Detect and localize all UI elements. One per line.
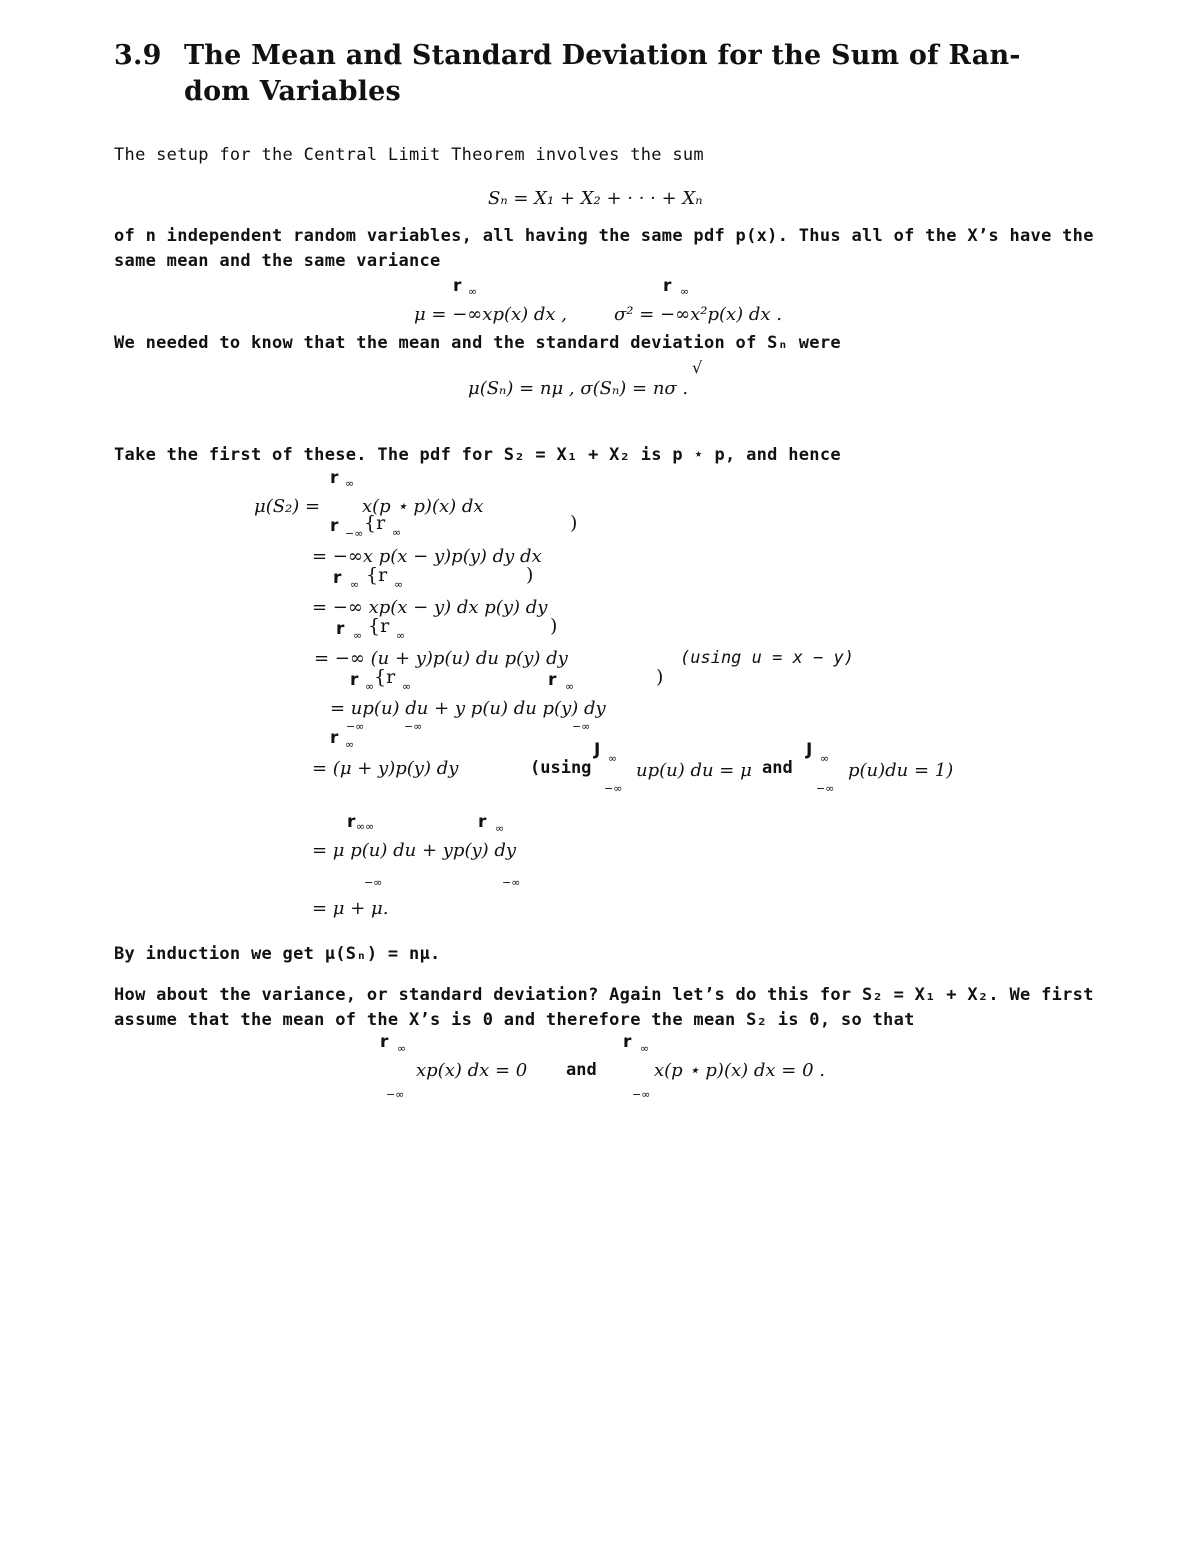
integral-lower-limit: −∞: [816, 782, 835, 795]
integral-sign: r: [330, 516, 339, 536]
derivation-line-4: = −∞ (u + y)p(u) du p(y) dy: [314, 648, 568, 669]
integral-sign: r: [333, 568, 342, 588]
brace-close: ): [656, 666, 664, 688]
integral-lower-limit: −∞: [632, 1088, 651, 1101]
integral-lower-limit: −∞: [572, 720, 591, 733]
integral-lower-limit: −∞: [386, 1088, 405, 1101]
integral-sign: r: [350, 670, 359, 690]
integral-upper-limit: ∞∞: [356, 820, 375, 833]
integral-sign: r: [330, 728, 339, 748]
derivation-line-3: = −∞ xp(x − y) dx p(y) dy: [312, 597, 548, 618]
brace-close: ): [550, 615, 558, 637]
integral-lower-limit: −∞: [404, 720, 423, 733]
integral-upper-limit: ∞: [394, 578, 404, 591]
derivation-line-8: = μ + μ.: [312, 898, 389, 919]
brace-open: {r: [374, 666, 396, 688]
equation-variance: σ² = −∞x²p(x) dx .: [614, 304, 783, 325]
integral-sign: r: [478, 812, 487, 832]
integral-upper-limit: ∞: [402, 680, 412, 693]
integral-upper-limit: ∞: [608, 752, 618, 765]
brace-close: ): [570, 512, 578, 534]
derivation-line-6-note-unity: p(u)du = 1): [848, 760, 954, 781]
equation-sum: Sₙ = X₁ + X₂ + · · · + Xₙ: [488, 188, 703, 209]
equation-sn-mean-sd: μ(Sₙ) = nμ , σ(Sₙ) = nσ .: [468, 378, 689, 399]
derivation-line-5: = up(u) du + y p(u) du p(y) dy: [330, 698, 606, 719]
integral-upper-limit: ∞: [397, 1042, 407, 1055]
sqrt-sign: √: [692, 358, 703, 377]
brace-close: ): [526, 564, 534, 586]
integral-upper-limit: ∞: [468, 285, 478, 298]
integral-limits: −∞: [345, 527, 364, 540]
brace-open: {r: [366, 564, 388, 586]
integral-sign: r: [336, 619, 345, 639]
integral-sign: r: [623, 1032, 632, 1052]
integral-lower-limit: −∞: [364, 876, 383, 889]
section-title: The Mean and Standard Deviation for the Sum of Ran- dom Variables: [184, 40, 1021, 107]
paragraph-variance: How about the variance, or standard deviation? Again let’s do this for S₂ = X₁ + X₂. We first assume that the mean of the X’s is 0 and therefore the mean S₂ is 0, so that: [114, 985, 1094, 1030]
paragraph-first: Take the first of these. The pdf for S₂ = X₁ + X₂ is p ⋆ p, and hence: [114, 445, 841, 465]
brace-open: {r: [364, 512, 386, 534]
integral-upper-limit: ∞: [565, 680, 575, 693]
paragraph-intro: The setup for the Central Limit Theorem involves the sum: [114, 145, 704, 165]
integral-lower-limit: −∞: [604, 782, 623, 795]
integral-upper-limit: ∞: [353, 629, 363, 642]
integral-upper-limit: ∞: [495, 822, 505, 835]
paragraph-independent: of n independent random variables, all having the same pdf p(x). Thus all of the X’s have the same mean and the same variance: [114, 226, 1094, 271]
integral-sign: r: [330, 468, 339, 488]
equation-zero-mean-s2: x(p ⋆ p)(x) dx = 0 .: [654, 1060, 825, 1081]
integral-sign: r: [548, 670, 557, 690]
integral-sign: r: [663, 276, 672, 296]
integral-upper-limit: ∞: [396, 629, 406, 642]
derivation-line-7: = μ p(u) du + yp(y) dy: [312, 840, 517, 861]
derivation-line-6: = (μ + y)p(y) dy: [312, 758, 459, 779]
derivation-line-6-note-and: and: [762, 758, 793, 778]
integral-upper-limit: ∞: [350, 578, 360, 591]
derivation-line-1-rhs: x(p ⋆ p)(x) dx: [362, 496, 484, 517]
integral-sign: r: [347, 812, 356, 832]
integral-upper-limit: ∞: [345, 477, 355, 490]
integral-upper-limit: ∞: [365, 680, 375, 693]
integral-upper-limit: ∞: [392, 526, 402, 539]
integral-upper-limit: ∞: [820, 752, 830, 765]
paragraph-induction: By induction we get μ(Sₙ) = nμ.: [114, 944, 441, 964]
derivation-line-4-note: (using u = x − y): [680, 648, 854, 668]
integral-upper-limit: ∞: [640, 1042, 650, 1055]
derivation-line-2: = −∞x p(x − y)p(y) dy dx: [312, 546, 542, 567]
integral-lower-limit: −∞: [502, 876, 521, 889]
derivation-line-6-note-open: (using: [530, 758, 592, 778]
derivation-line-6-note-mean: up(u) du = μ: [636, 760, 752, 781]
equation-zero-and: and: [566, 1060, 597, 1080]
integral-sign: J: [594, 740, 601, 760]
brace-open: {r: [368, 615, 390, 637]
integral-sign: J: [806, 740, 813, 760]
equation-zero-mean-x: xp(x) dx = 0: [416, 1060, 528, 1081]
derivation-line-1-lhs: μ(S₂) =: [254, 496, 321, 517]
integral-lower-limit: −∞: [346, 720, 365, 733]
equation-mean: μ = −∞xp(x) dx ,: [414, 304, 568, 325]
paragraph-needed: We needed to know that the mean and the standard deviation of Sₙ were: [114, 333, 841, 353]
integral-upper-limit: ∞: [345, 738, 355, 751]
integral-sign: r: [453, 276, 462, 296]
integral-sign: r: [380, 1032, 389, 1052]
section-number: 3.9: [114, 40, 162, 71]
integral-upper-limit: ∞: [680, 285, 690, 298]
